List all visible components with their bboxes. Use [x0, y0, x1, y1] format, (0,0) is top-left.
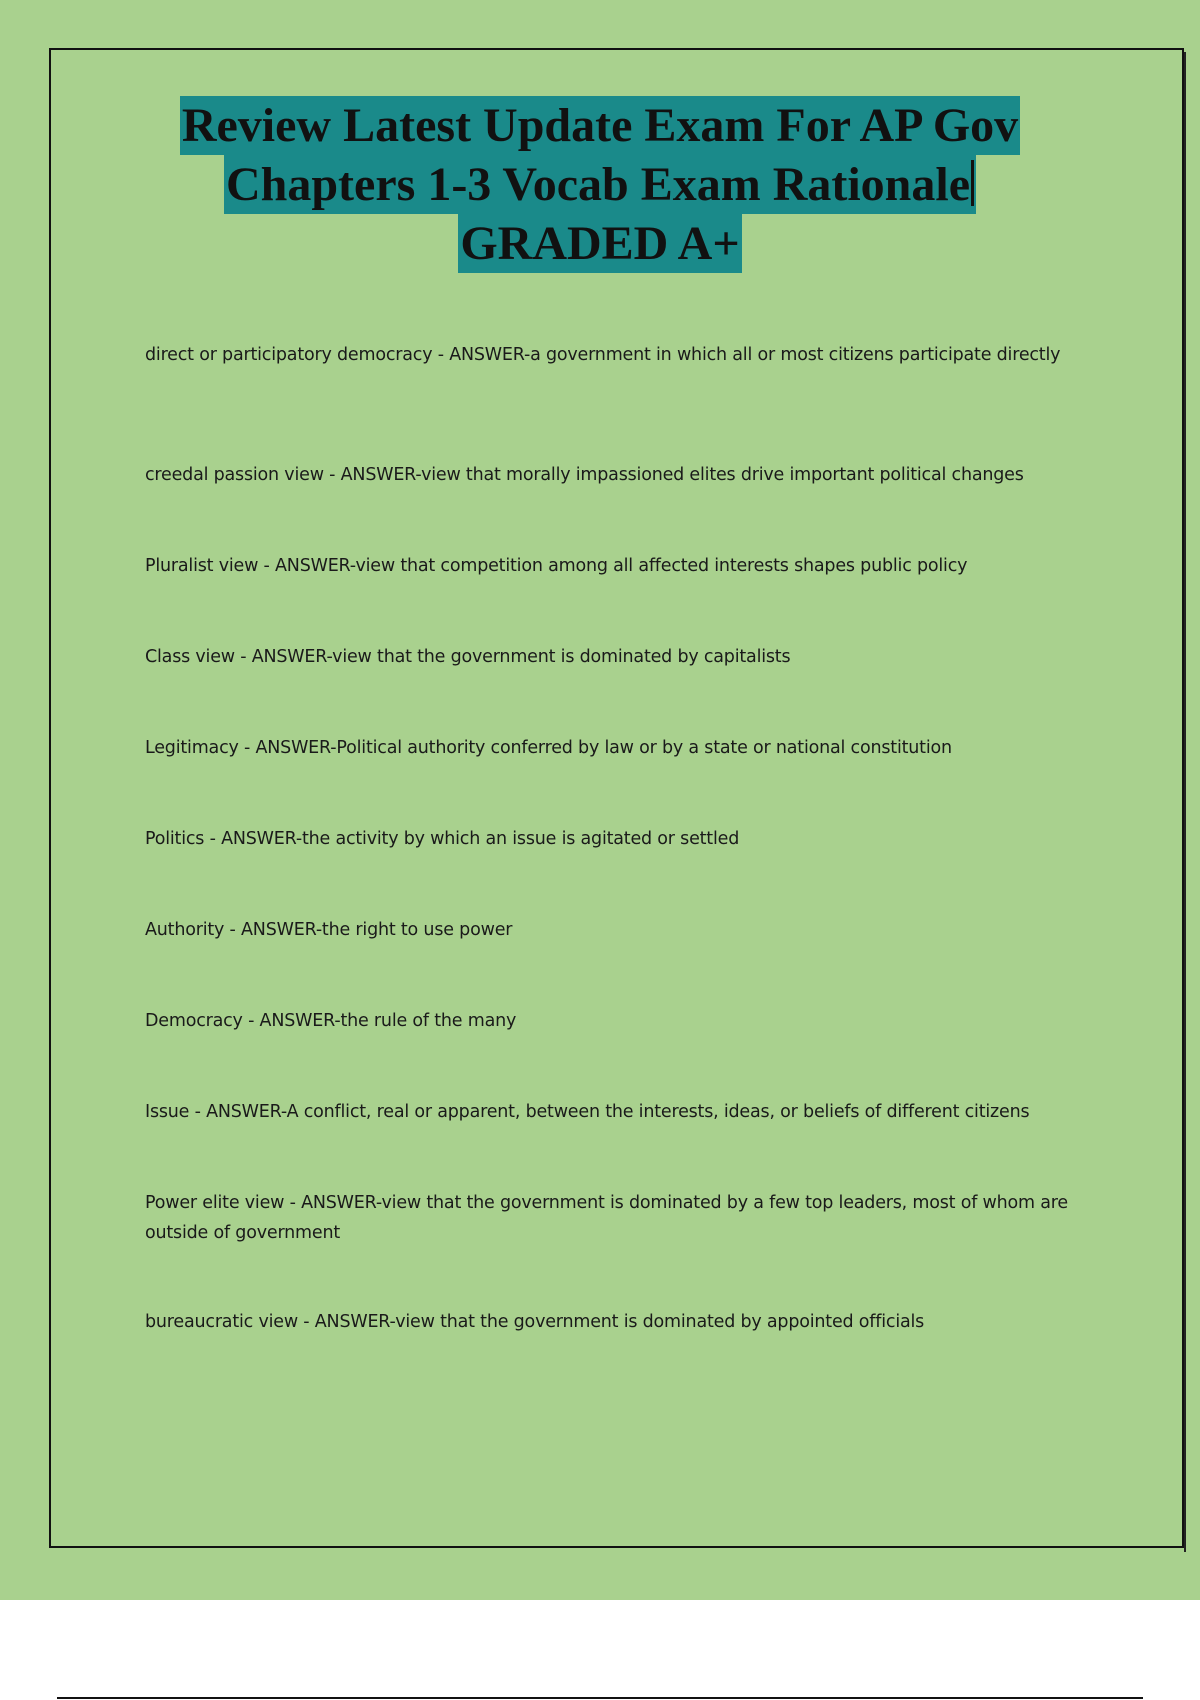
vocab-entry-authority: Authority - ANSWER-the right to use power — [145, 920, 513, 940]
vocab-entry-creedal-passion-view: creedal passion view - ANSWER-view that morally impassioned elites drive important political changes — [145, 465, 1024, 485]
vocab-entry-legitimacy: Legitimacy - ANSWER-Political authority conferred by law or by a state or national constitution — [145, 738, 952, 758]
vocab-entry-bureaucratic-view: bureaucratic view - ANSWER-view that the government is dominated by appointed officials — [145, 1312, 925, 1332]
vocab-entry-class-view: Class view - ANSWER-view that the government is dominated by capitalists — [145, 647, 791, 667]
vocab-entry-politics: Politics - ANSWER-the activity by which an issue is agitated or settled — [145, 829, 740, 849]
document-title — [0, 96, 1200, 273]
footer-rule — [57, 1697, 1143, 1699]
vocab-entry-issue: Issue - ANSWER-A conflict, real or apparent, between the interests, ideas, or beliefs of different citizens — [145, 1102, 1030, 1122]
vocab-entry-democracy: Democracy - ANSWER-the rule of the many — [145, 1011, 517, 1031]
vocab-entry-pluralist-view: Pluralist view - ANSWER-view that competition among all affected interests shapes public policy — [145, 556, 968, 576]
title-line-2-text: Chapters 1-3 Vocab Exam Rationale — [225, 158, 971, 211]
title-line-3: GRADED A+ — [458, 214, 741, 273]
vocab-entry-direct-democracy: direct or participatory democracy - ANSWER-a government in which all or most citizens participate directly — [145, 345, 1061, 365]
text-cursor — [971, 160, 974, 206]
title-line-2 — [224, 155, 976, 214]
title-line-1: Review Latest Update Exam For AP Gov — [180, 96, 1020, 155]
vocab-entry-power-elite-view: Power elite view - ANSWER-view that the government is dominated by a few top leaders, most of whom are outside of government — [145, 1193, 1068, 1243]
